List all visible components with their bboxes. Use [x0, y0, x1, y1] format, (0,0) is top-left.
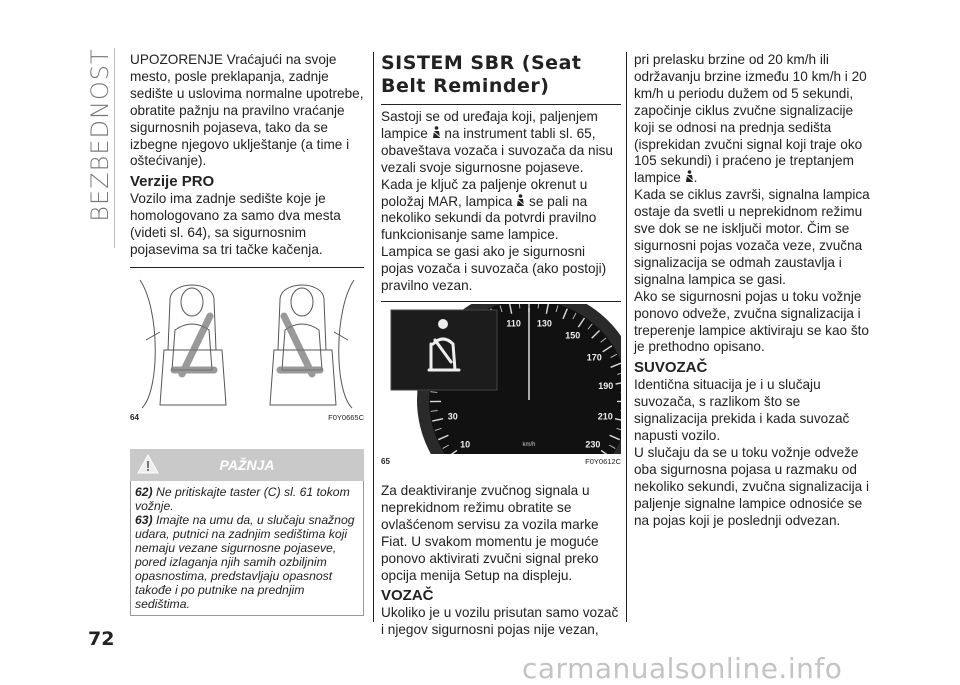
driver-paragraph-cont — [634, 52, 874, 187]
column-1 — [130, 52, 364, 616]
warning-header — [130, 449, 364, 481]
warning-item-number: 62) — [135, 485, 153, 499]
figure-64 — [130, 267, 364, 429]
column-3 — [634, 52, 874, 529]
figure-number: 65 — [381, 454, 390, 471]
subheading-driver: VOZAČ — [381, 587, 621, 605]
page-number: 72 — [88, 628, 114, 650]
seatbelt-warning-icon — [685, 170, 694, 183]
text-segment: Sastoji se od uređaja koji, paljenjem lampice — [381, 109, 598, 141]
warning-item-text: Ne pritiskajte taster (C) sl. 61 tokom vožnje. — [135, 485, 350, 513]
column-2 — [381, 52, 621, 639]
unbuckle-paragraph: Ako se sigurnosni pojas u toku vožnje ponovo odveže, zvučna signalizacija i treperenje lampice aktiviraju se kao što je prethodno opisano. — [634, 289, 874, 357]
gauge-label: 210 — [598, 412, 613, 422]
seatbelt-warning-icon — [516, 194, 525, 207]
warning-item-text: Imajte na umu da, u slučaju snažnog udara, putnici na zadnjim sedištima koji nemaju vezane sigurnosne pojaseve, pored izlaganja njih samih ozbiljnim opasnostima, predstavljaju opasnost takođe i po putnike na prednjim sedištima. — [135, 513, 355, 611]
both-belts-paragraph: U slučaju da se u toku vožnje odveže oba sigurnosna pojasa u razmaku od nekoliko sekundi, zvučna signalizacija i paljenje signalne lampice odnosiće se na pojas koji je poslednji odvezan. — [634, 445, 874, 530]
gauge-unit-label: km/h — [522, 442, 535, 448]
passenger-paragraph: Identična situacija je i u slučaju suvozača, s razlikom što se signalizacija prekida i kada suvozač napusti vozilo. — [634, 377, 874, 445]
figure-65 — [381, 301, 621, 473]
gauge-label: 110 — [506, 318, 521, 328]
intro-paragraph: UPOZORENJE Vraćajući na svoje mesto, posle preklapanja, zadnje sedište u uslovima normalne upotrebe, obratite pažnju na pravilno vraćanje sigurnosnih pojaseva, tako da se izbegne njegovo uklještanje (a time i oštećivanje). — [130, 52, 364, 170]
warning-item — [135, 485, 359, 513]
section-heading: SISTEM SBR (Seat Belt Reminder) — [381, 52, 621, 98]
seatbelt-warning-icon — [432, 126, 441, 139]
gauge-label: 230 — [585, 440, 600, 450]
column-separator — [626, 52, 627, 622]
figure-code: F0Y0665C — [328, 410, 364, 427]
gauge-label: 150 — [565, 330, 580, 340]
gauge-label: 130 — [537, 318, 552, 328]
text-segment: se pali na nekoliko sekundi da potvrdi pravilno funkcionisanje same lampice. — [381, 194, 596, 243]
side-rule — [114, 48, 115, 248]
warning-body — [130, 481, 364, 616]
sbr-paragraph-2 — [381, 177, 621, 245]
cycle-end-paragraph: Kada se ciklus završi, signalna lampica ostaje da svetli u neprekidnom režimu sve dok se ne isključi motor. Čim se sigurnosni pojas vozača veze, zvučna signalizacija se odmah zaustavlja i signalna lampica se gasi. — [634, 187, 874, 288]
gauge-label: 10 — [460, 440, 470, 450]
driver-paragraph: Ukoliko je u vozilu prisutan samo vozač i njegov sigurnosni pojas nije vezan, — [381, 605, 621, 639]
figure-top-rule — [130, 267, 364, 268]
subheading-pro: Verzije PRO — [130, 173, 364, 191]
sbr-paragraph-4: Za deaktiviranje zvučnog signala u neprekidnom režimu obratite se ovlašćenom servisu za vozila marke Fiat. U svakom momentu je moguće ponovo aktivirati zvučni signal preko opcija menija Setup na displeju. — [381, 483, 621, 584]
gauge-label: 30 — [448, 412, 458, 422]
figure-number: 64 — [130, 410, 139, 427]
sbr-paragraph-1 — [381, 109, 621, 177]
text-segment: na instrument tabli sl. 65, obaveštava vozača i suvozača da nisu vezali svoje sigurnosne pojaseve. — [381, 126, 613, 175]
watermark: carmanualsonline.info — [522, 652, 842, 685]
heading-rule — [381, 104, 621, 105]
warning-item — [135, 513, 359, 611]
warning-title: PAŽNJA — [130, 457, 364, 474]
figure-top-rule — [381, 301, 621, 302]
text-segment: . — [694, 170, 698, 185]
rear-seat-illustration — [130, 270, 364, 410]
side-title-text: BEZBEDNOST — [86, 48, 114, 221]
text-segment: pri prelasku brzine od 20 km/h ili održavanju brzine između 10 km/h i 20 km/h u periodu dužem od 5 sekundi, započinje ciklus zvučne signalizacije koji se odnosi na prednja sedišta (isprekidan zvučni signal koji traje oko 105 sekundi) i praćeno je treptanjem lampice — [634, 52, 867, 185]
text-segment: Kada je ključ za paljenje okrenut u položaj MAR, lampica — [381, 177, 587, 209]
section-side-title — [88, 50, 112, 220]
gauge-label: 190 — [598, 381, 613, 391]
warning-item-number: 63) — [135, 513, 153, 527]
gauge-label: 170 — [587, 352, 602, 362]
figure-code: F0Y0612C — [585, 454, 621, 471]
subheading-passenger: SUVOZAČ — [634, 359, 874, 377]
column-separator — [373, 52, 374, 622]
pro-paragraph: Vozilo ima zadnje sedište koje je homologovano za samo dva mesta (videti sl. 64), sa sigurnosnim pojasevima sa tri tačke kačenja. — [130, 191, 364, 259]
instrument-cluster-illustration — [381, 304, 621, 454]
sbr-paragraph-3: Lampica se gasi ako je sigurnosni pojas vozača i suvozača (ako postoji) pravilno vezan. — [381, 244, 621, 295]
